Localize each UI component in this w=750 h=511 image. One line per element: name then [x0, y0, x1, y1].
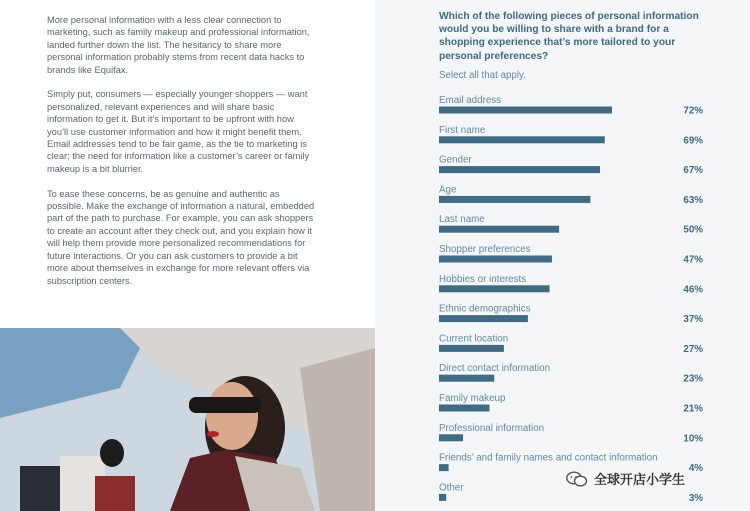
bar-value-label: 50%: [683, 224, 703, 236]
bar: [439, 136, 605, 143]
bar-value-label: 23%: [683, 373, 703, 385]
bar: [439, 315, 528, 322]
bar-label: Age: [439, 184, 457, 196]
bar-value-label: 63%: [683, 194, 703, 206]
bar: [439, 494, 446, 501]
bar: [439, 434, 463, 441]
bar: [439, 375, 494, 382]
wechat-icon: [566, 471, 588, 487]
article-paragraph: More personal information with a less clear connection to marketing, such as family makeup and professional information, landed further down the list. The hesitancy to share more personal information probably stems from recent data hacks to brands like Equifax.: [47, 15, 310, 75]
bar-label: Friends’ and family names and contact information: [439, 452, 658, 464]
bar-value-label: 46%: [683, 284, 703, 296]
article-paragraph: Simply put, consumers — especially younger shoppers — want personalized, relevant experiences and will share basic information to get it. But it’s important to be upfront with how you’ll use customer information and how it might benefit them. Email addresses tend to be fair game, as the tie to marketing is clear; the need for information like a customer’s career or family makeup is a bit blurrier.: [47, 89, 310, 174]
bar-value-label: 69%: [683, 135, 703, 147]
bar: [439, 256, 552, 263]
bar: [439, 196, 590, 203]
bar: [439, 226, 559, 233]
bar: [439, 166, 600, 173]
watermark-text: 全球开店小学生: [594, 472, 686, 487]
bar-value-label: 67%: [683, 165, 703, 177]
watermark: [566, 469, 685, 488]
bar: [439, 464, 449, 471]
article-paragraph: To ease these concerns, be as genuine and authentic as possible. Make the exchange of information a natural, embedded part of the path to purchase. For example, you can ask shoppers to create an account after they check out, and you explain how it will help them provide more personalized recommendations for future interactions. Or you can ask customers to provide a bit more about themselves in exchange for more relevant offers via subscription centers.: [47, 188, 315, 286]
bar: [439, 345, 504, 352]
bar-label: Direct contact information: [439, 363, 551, 375]
bar: [439, 107, 612, 114]
bar-label: Email address: [439, 95, 502, 106]
bar-value-label: 47%: [683, 254, 703, 266]
bar-label: First name: [439, 124, 486, 136]
bar-value-label: 10%: [683, 433, 703, 445]
survey-instruction: Select all that apply.: [439, 70, 526, 81]
bar-label: Professional information: [439, 422, 545, 434]
bar-label: Gender: [439, 154, 472, 166]
bar-value-label: 21%: [683, 403, 703, 415]
bar-label: Family makeup: [439, 393, 506, 404]
survey-question: Which of the following pieces of personal information would you be willing to share with a brand for a shopping experience that’s more tailored to your personal preferences?: [439, 11, 699, 62]
bar-value-label: 3%: [688, 492, 703, 504]
bar-value-label: 27%: [683, 343, 703, 355]
bar-label: Last name: [439, 214, 485, 226]
bar-label: Current location: [439, 333, 509, 345]
bar-label: Other: [439, 482, 464, 494]
bar-value-label: 37%: [683, 314, 703, 326]
bar-label: Hobbies or interests: [439, 273, 527, 285]
bar-value-label: 4%: [688, 463, 703, 475]
bar: [439, 405, 489, 412]
bar-value-label: 72%: [683, 105, 703, 117]
bar-label: Shopper preferences: [439, 244, 531, 255]
bar-label: Ethnic demographics: [439, 303, 531, 315]
bar: [439, 285, 550, 292]
